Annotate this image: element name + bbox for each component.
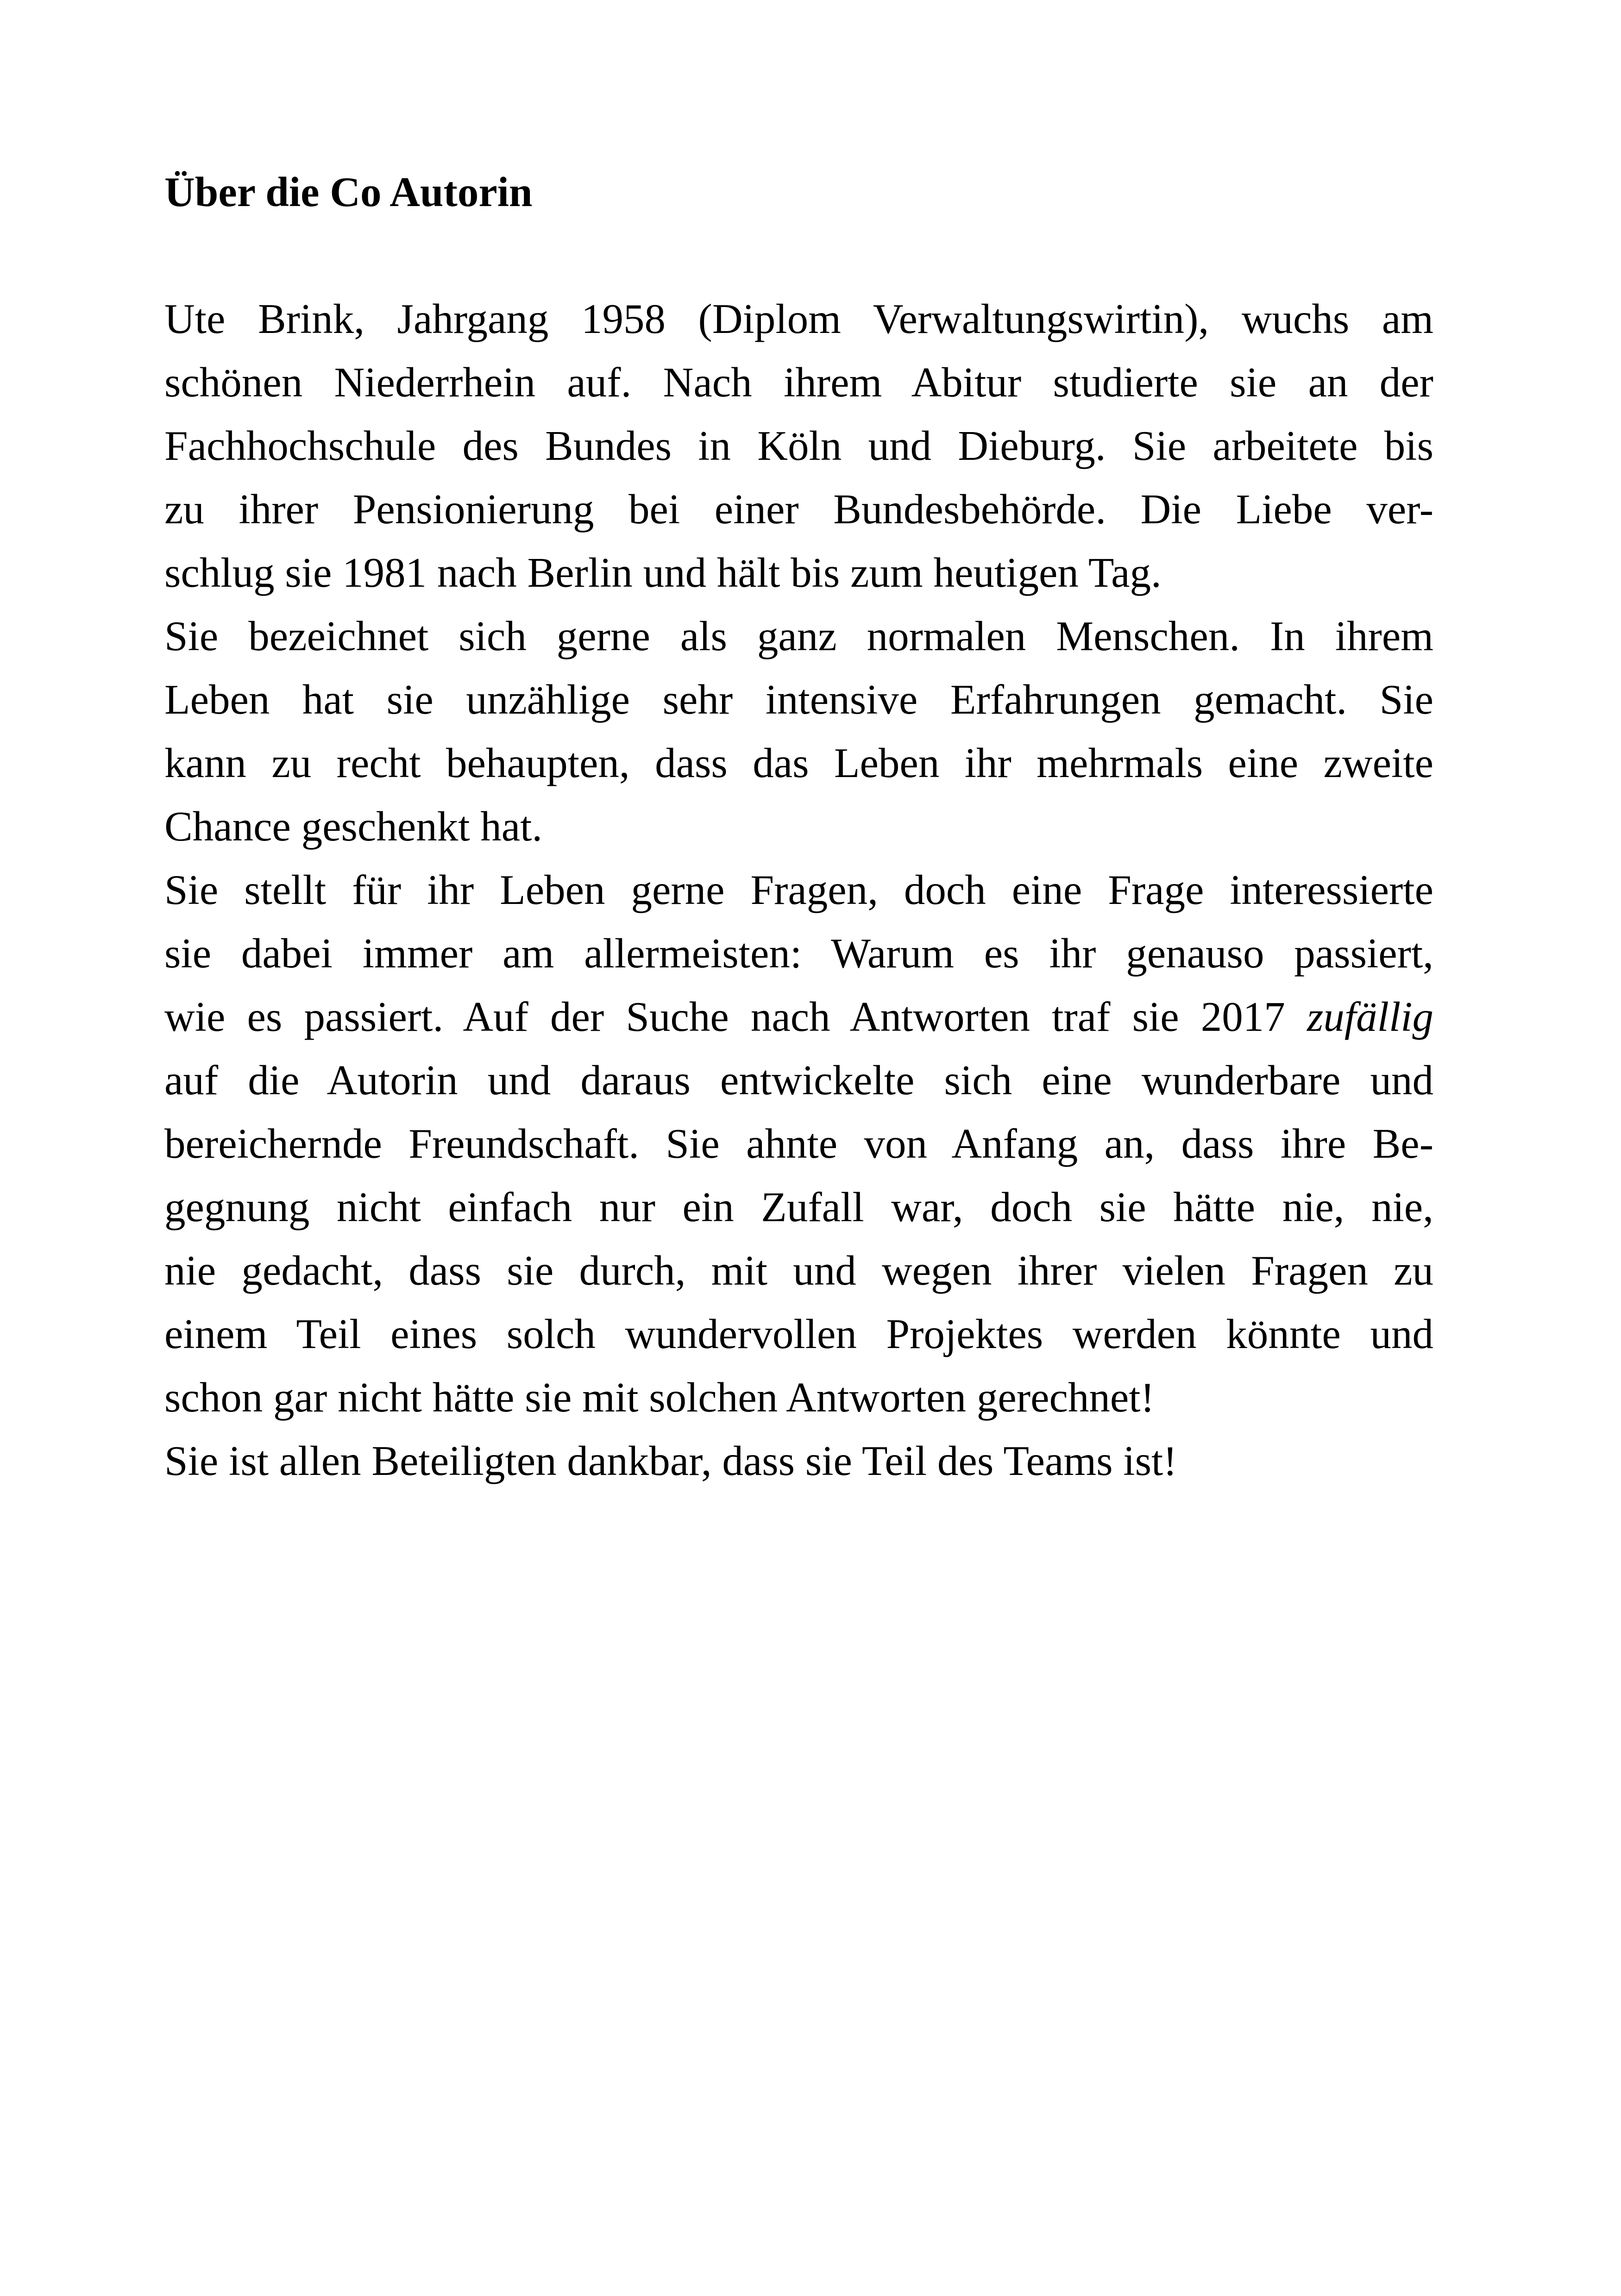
text-line: einem Teil eines solch wundervollen Projektes werden könnte und [164, 1311, 1433, 1357]
text-line [164, 985, 1433, 1048]
text-line: schon gar nicht hätte sie mit solchen Antworten gerechnet! [164, 1374, 1155, 1421]
text-line: auf die Autorin und daraus entwickelte sich eine wunderbare und [164, 1057, 1433, 1104]
text-line: Sie bezeichnet sich gerne als ganz normalen Menschen. In ihrem [164, 613, 1433, 659]
text-line-start: wie es passiert. Auf der Suche nach Antworten traf sie 2017 [164, 993, 1285, 1040]
text-line: bereichernde Freundschaft. Sie ahnte von Anfang an, dass ihre Be- [164, 1120, 1433, 1167]
text-line: sie dabei immer am allermeisten: Warum es ihr genauso passiert, [164, 930, 1433, 977]
text-line: Leben hat sie unzählige sehr intensive Erfahrungen gemacht. Sie [164, 676, 1433, 723]
text-line: kann zu recht behaupten, dass das Leben ihr mehrmals eine zweite [164, 740, 1433, 786]
italic-word: zufällig [1307, 993, 1434, 1040]
text-line: Fachhochschule des Bundes in Köln und Dieburg. Sie arbeitete bis [164, 422, 1433, 469]
text-line: schlug sie 1981 nach Berlin und hält bis zum heutigen Tag. [164, 549, 1162, 596]
text-line: Sie stellt für ihr Leben gerne Fragen, doch eine Frage interessierte [164, 866, 1433, 913]
text-line: Ute Brink, Jahrgang 1958 (Diplom Verwaltungswirtin), wuchs am [164, 295, 1433, 342]
text-line: gegnung nicht einfach nur ein Zufall war, doch sie hätte nie, nie, [164, 1184, 1433, 1230]
page-heading: Über die Co Autorin [164, 169, 533, 215]
text-line: schönen Niederrhein auf. Nach ihrem Abitur studierte sie an der [164, 359, 1433, 406]
text-line: Sie ist allen Beteiligten dankbar, dass sie Teil des Teams ist! [164, 1437, 1177, 1484]
text-line: Chance geschenkt hat. [164, 803, 543, 850]
body-text [164, 287, 1433, 1493]
text-line: zu ihrer Pensionierung bei einer Bundesbehörde. Die Liebe ver- [164, 486, 1433, 533]
text-line: nie gedacht, dass sie durch, mit und wegen ihrer vielen Fragen zu [164, 1247, 1433, 1294]
